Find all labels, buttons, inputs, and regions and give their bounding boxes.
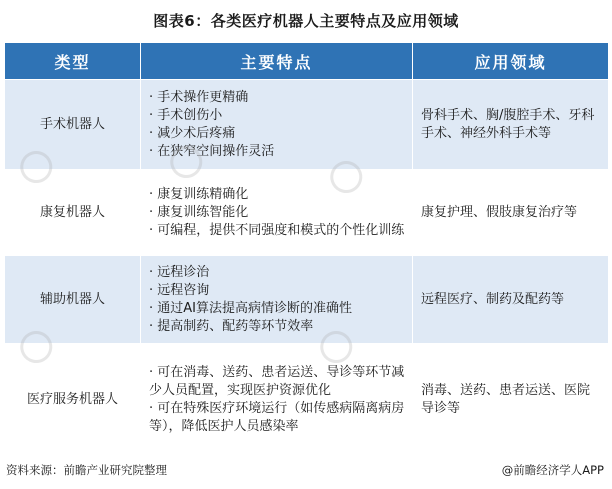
table-row	[5, 80, 609, 170]
feature-item: · 可在特殊医疗环境运行（如传感病隔离病房等），降低医护人员感染率	[149, 400, 405, 434]
row-applications: 康复护理、假肢康复治疗等	[413, 170, 609, 256]
row-type: 医疗服务机器人	[5, 344, 141, 456]
table-row	[5, 170, 609, 256]
brand-note: @前瞻经济学人APP	[501, 463, 604, 477]
row-type: 辅助机器人	[5, 256, 141, 344]
table-row	[5, 344, 609, 456]
row-features	[141, 344, 413, 456]
feature-item: · 康复训练精确化	[149, 186, 249, 202]
header-type: 类型	[5, 43, 141, 80]
row-features	[141, 80, 413, 170]
row-type: 手术机器人	[5, 80, 141, 170]
robot-table	[4, 42, 609, 456]
table-header-row	[5, 43, 609, 80]
source-note: 资料来源：前瞻产业研究院整理	[6, 463, 167, 477]
header-applications: 应用领域	[413, 43, 609, 80]
feature-item: · 康复训练智能化	[149, 204, 249, 220]
row-features	[141, 256, 413, 344]
feature-item: · 减少术后疼痛	[149, 125, 236, 141]
row-applications: 远程医疗、制药及配药等	[413, 256, 609, 344]
row-features	[141, 170, 413, 256]
feature-item: · 可编程，提供不同强度和模式的个性化训练	[149, 222, 405, 238]
feature-item: · 手术创伤小	[149, 107, 223, 123]
feature-item: · 提高制药、配药等环节效率	[149, 318, 314, 334]
row-applications: 消毒、送药、患者运送、医院导诊等	[413, 344, 609, 456]
feature-item: · 通过AI算法提高病情诊断的准确性	[149, 300, 352, 316]
row-type: 康复机器人	[5, 170, 141, 256]
feature-item: · 可在消毒、送药、患者运送、导诊等环节减少人员配置，实现医护资源优化	[149, 364, 405, 398]
table-row	[5, 256, 609, 344]
feature-item: · 远程诊治	[149, 264, 210, 280]
page-title: 图表6：各类医疗机器人主要特点及应用领域	[153, 12, 459, 30]
feature-item: · 手术操作更精确	[149, 89, 249, 105]
header-features: 主要特点	[141, 43, 413, 80]
row-applications: 骨科手术、胸/腹腔手术、牙科手术、神经外科手术等	[413, 80, 609, 170]
feature-item: · 在狭窄空间操作灵活	[149, 143, 275, 159]
feature-item: · 远程咨询	[149, 282, 210, 298]
